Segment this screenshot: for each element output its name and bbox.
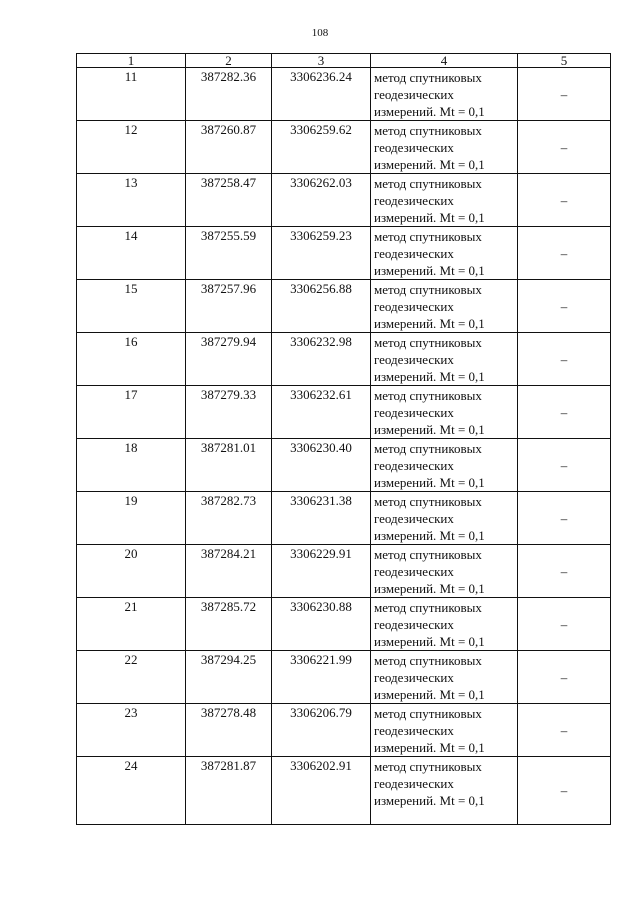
method-cell [371,386,518,439]
y-coordinate-cell: 3306229.91 [272,545,371,598]
x-coordinate-cell: 387279.33 [186,386,272,439]
point-number-cell: 14 [77,227,186,280]
y-coordinate-cell: 3306256.88 [272,280,371,333]
x-coordinate-cell: 387282.36 [186,68,272,121]
method-line: измерений. Mt = 0,1 [374,475,485,490]
method-line: измерений. Mt = 0,1 [374,369,485,384]
y-coordinate-cell: 3306259.23 [272,227,371,280]
method-cell [371,598,518,651]
method-line: метод спутниковых [374,388,482,403]
method-line: метод спутниковых [374,706,482,721]
method-line: геодезических [374,140,454,155]
point-number-cell: 17 [77,386,186,439]
method-line: геодезических [374,352,454,367]
method-line: метод спутниковых [374,229,482,244]
table-row [77,68,611,121]
method-line: измерений. Mt = 0,1 [374,263,485,278]
method-cell [371,757,518,825]
x-coordinate-cell: 387284.21 [186,545,272,598]
table-body [77,68,611,825]
note-cell: – [518,121,611,174]
table-row [77,704,611,757]
y-coordinate-cell: 3306221.99 [272,651,371,704]
point-number-cell: 22 [77,651,186,704]
method-line: геодезических [374,193,454,208]
method-line: геодезических [374,776,454,791]
method-line: метод спутниковых [374,70,482,85]
method-line: метод спутниковых [374,759,482,774]
method-line: геодезических [374,246,454,261]
x-coordinate-cell: 387257.96 [186,280,272,333]
note-cell: – [518,651,611,704]
method-line: измерений. Mt = 0,1 [374,634,485,649]
note-cell: – [518,598,611,651]
x-coordinate-cell: 387278.48 [186,704,272,757]
method-line: метод спутниковых [374,282,482,297]
method-line: измерений. Mt = 0,1 [374,157,485,172]
method-cell [371,704,518,757]
method-cell [371,121,518,174]
method-line: измерений. Mt = 0,1 [374,793,485,808]
y-coordinate-cell: 3306262.03 [272,174,371,227]
point-number-cell: 16 [77,333,186,386]
table-row [77,174,611,227]
method-line: метод спутниковых [374,123,482,138]
x-coordinate-cell: 387279.94 [186,333,272,386]
method-line: измерений. Mt = 0,1 [374,740,485,755]
method-cell [371,68,518,121]
y-coordinate-cell: 3306202.91 [272,757,371,825]
method-line: геодезических [374,511,454,526]
method-line: измерений. Mt = 0,1 [374,210,485,225]
y-coordinate-cell: 3306236.24 [272,68,371,121]
x-coordinate-cell: 387255.59 [186,227,272,280]
table-row [77,545,611,598]
y-coordinate-cell: 3306231.38 [272,492,371,545]
x-coordinate-cell: 387281.87 [186,757,272,825]
table-row [77,651,611,704]
x-coordinate-cell: 387282.73 [186,492,272,545]
method-line: метод спутниковых [374,176,482,191]
method-line: метод спутниковых [374,547,482,562]
column-header-1: 1 [77,54,186,68]
method-line: геодезических [374,564,454,579]
method-line: измерений. Mt = 0,1 [374,581,485,596]
point-number-cell: 12 [77,121,186,174]
coordinates-table [76,53,611,825]
x-coordinate-cell: 387285.72 [186,598,272,651]
method-line: геодезических [374,723,454,738]
point-number-cell: 24 [77,757,186,825]
method-line: метод спутниковых [374,441,482,456]
x-coordinate-cell: 387258.47 [186,174,272,227]
table-row [77,121,611,174]
note-cell: – [518,545,611,598]
method-line: геодезических [374,87,454,102]
y-coordinate-cell: 3306259.62 [272,121,371,174]
method-cell [371,439,518,492]
note-cell: – [518,333,611,386]
column-header-3: 3 [272,54,371,68]
x-coordinate-cell: 387260.87 [186,121,272,174]
note-cell: – [518,68,611,121]
point-number-cell: 11 [77,68,186,121]
point-number-cell: 23 [77,704,186,757]
y-coordinate-cell: 3306230.40 [272,439,371,492]
method-line: геодезических [374,670,454,685]
method-line: метод спутниковых [374,335,482,350]
table-row [77,757,611,825]
method-cell [371,492,518,545]
table-row [77,333,611,386]
method-cell [371,333,518,386]
method-cell [371,280,518,333]
table-row [77,280,611,333]
column-header-2: 2 [186,54,272,68]
y-coordinate-cell: 3306232.61 [272,386,371,439]
y-coordinate-cell: 3306232.98 [272,333,371,386]
method-line: геодезических [374,458,454,473]
table-row [77,439,611,492]
method-line: измерений. Mt = 0,1 [374,528,485,543]
y-coordinate-cell: 3306230.88 [272,598,371,651]
column-header-5: 5 [518,54,611,68]
note-cell: – [518,492,611,545]
method-cell [371,174,518,227]
point-number-cell: 15 [77,280,186,333]
method-cell [371,227,518,280]
y-coordinate-cell: 3306206.79 [272,704,371,757]
note-cell: – [518,757,611,825]
method-line: измерений. Mt = 0,1 [374,316,485,331]
point-number-cell: 21 [77,598,186,651]
note-cell: – [518,704,611,757]
table-row [77,227,611,280]
method-line: метод спутниковых [374,494,482,509]
table-row [77,492,611,545]
method-cell [371,651,518,704]
page-number: 108 [311,27,329,39]
method-line: метод спутниковых [374,653,482,668]
note-cell: – [518,439,611,492]
note-cell: – [518,386,611,439]
table-header-row [77,54,611,68]
note-cell: – [518,280,611,333]
method-line: геодезических [374,299,454,314]
note-cell: – [518,174,611,227]
method-line: измерений. Mt = 0,1 [374,687,485,702]
method-line: геодезических [374,617,454,632]
table-row [77,598,611,651]
column-header-4: 4 [371,54,518,68]
method-cell [371,545,518,598]
point-number-cell: 18 [77,439,186,492]
note-cell: – [518,227,611,280]
point-number-cell: 19 [77,492,186,545]
x-coordinate-cell: 387294.25 [186,651,272,704]
method-line: геодезических [374,405,454,420]
method-line: метод спутниковых [374,600,482,615]
table-row [77,386,611,439]
method-line: измерений. Mt = 0,1 [374,422,485,437]
point-number-cell: 13 [77,174,186,227]
point-number-cell: 20 [77,545,186,598]
x-coordinate-cell: 387281.01 [186,439,272,492]
method-line: измерений. Mt = 0,1 [374,104,485,119]
